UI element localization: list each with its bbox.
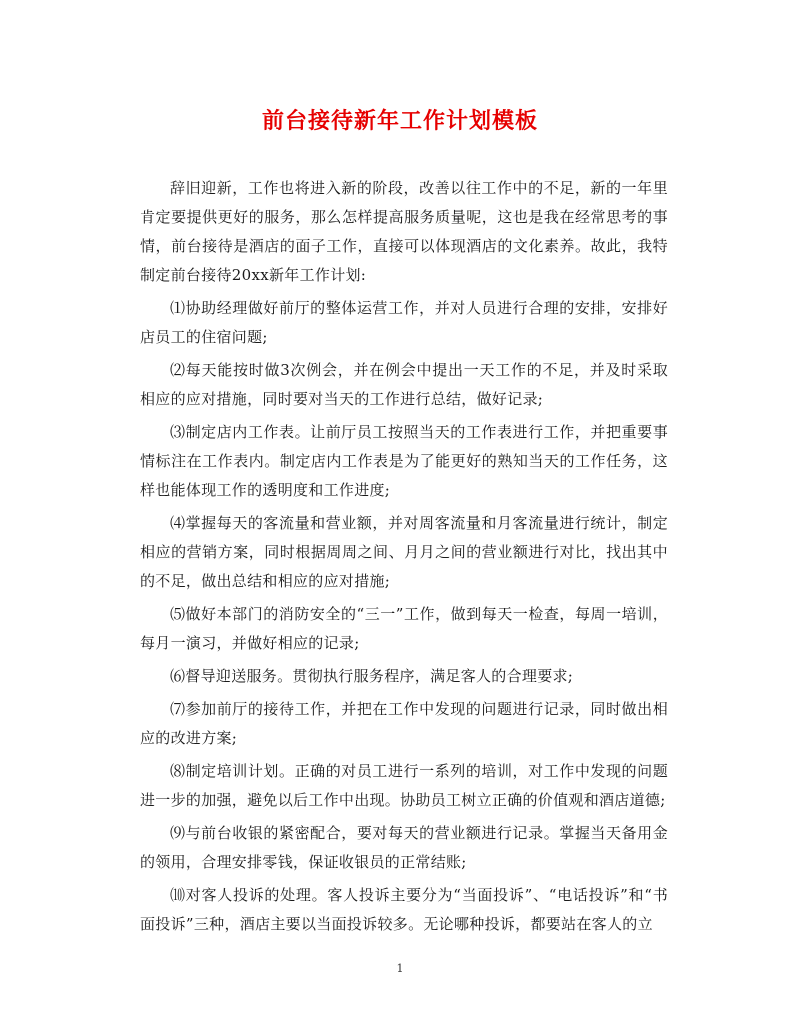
page-number: 1 [396, 962, 404, 975]
plan-item-1: ⑴协助经理做好前厅的整体运营工作，并对人员进行合理的安排，安排好店员工的住宿问题; [140, 299, 668, 346]
intro-paragraph: 辞旧迎新，工作也将进入新的阶段，改善以往工作中的不足，新的一年里肯定要提供更好的服务，那么怎样提高服务质量呢，这也是我在经常思考的事情，前台接待是酒店的面子工作，直接可以体现酒店的文化素养。故此，我特制定前台接待20xx新年工作计划: [140, 179, 668, 284]
plan-item-5: ⑸做好本部门的消防安全的“三一”工作，做到每天一检查，每周一培训，每月一演习，并做好相应的记录; [140, 605, 668, 652]
plan-item-8: ⑻制定培训计划。正确的对员工进行一系列的培训，对工作中发现的问题进一步的加强，避免以后工作中出现。协助员工树立正确的价值观和酒店道德; [140, 762, 668, 809]
plan-item-6: ⑹督导迎送服务。贯彻执行服务程序，满足客人的合理要求; [170, 667, 574, 685]
plan-item-9: ⑼与前台收银的紧密配合，要对每天的营业额进行记录。掌握当天备用金的领用，合理安排零钱，保证收银员的正常结账; [140, 824, 668, 871]
plan-item-2: ⑵每天能按时做3次例会，并在例会中提出一天工作的不足，并及时采取相应的应对措施，同时要对当天的工作进行总结，做好记录; [140, 361, 668, 408]
plan-item-3: ⑶制定店内工作表。让前厅员工按照当天的工作表进行工作，并把重要事情标注在工作表内。制定店内工作表是为了能更好的熟知当天的工作任务，这样也能体现工作的透明度和工作进度; [140, 423, 668, 499]
document-title: 前台接待新年工作计划模板 [261, 108, 538, 134]
plan-item-4: ⑷掌握每天的客流量和营业额，并对周客流量和月客流量进行统计，制定相应的营销方案，同时根据周周之间、月月之间的营业额进行对比，找出其中的不足，做出总结和相应的应对措施; [140, 514, 668, 590]
plan-item-10: ⑽对客人投诉的处理。客人投诉主要分为“当面投诉”、“电话投诉”和“书面投诉”三种，酒店主要以当面投诉较多。无论哪种投诉，都要站在客人的立 [140, 886, 668, 933]
document-body [140, 174, 668, 943]
plan-item-7: ⑺参加前厅的接待工作，并把在工作中发现的问题进行记录，同时做出相应的改进方案; [140, 700, 668, 747]
